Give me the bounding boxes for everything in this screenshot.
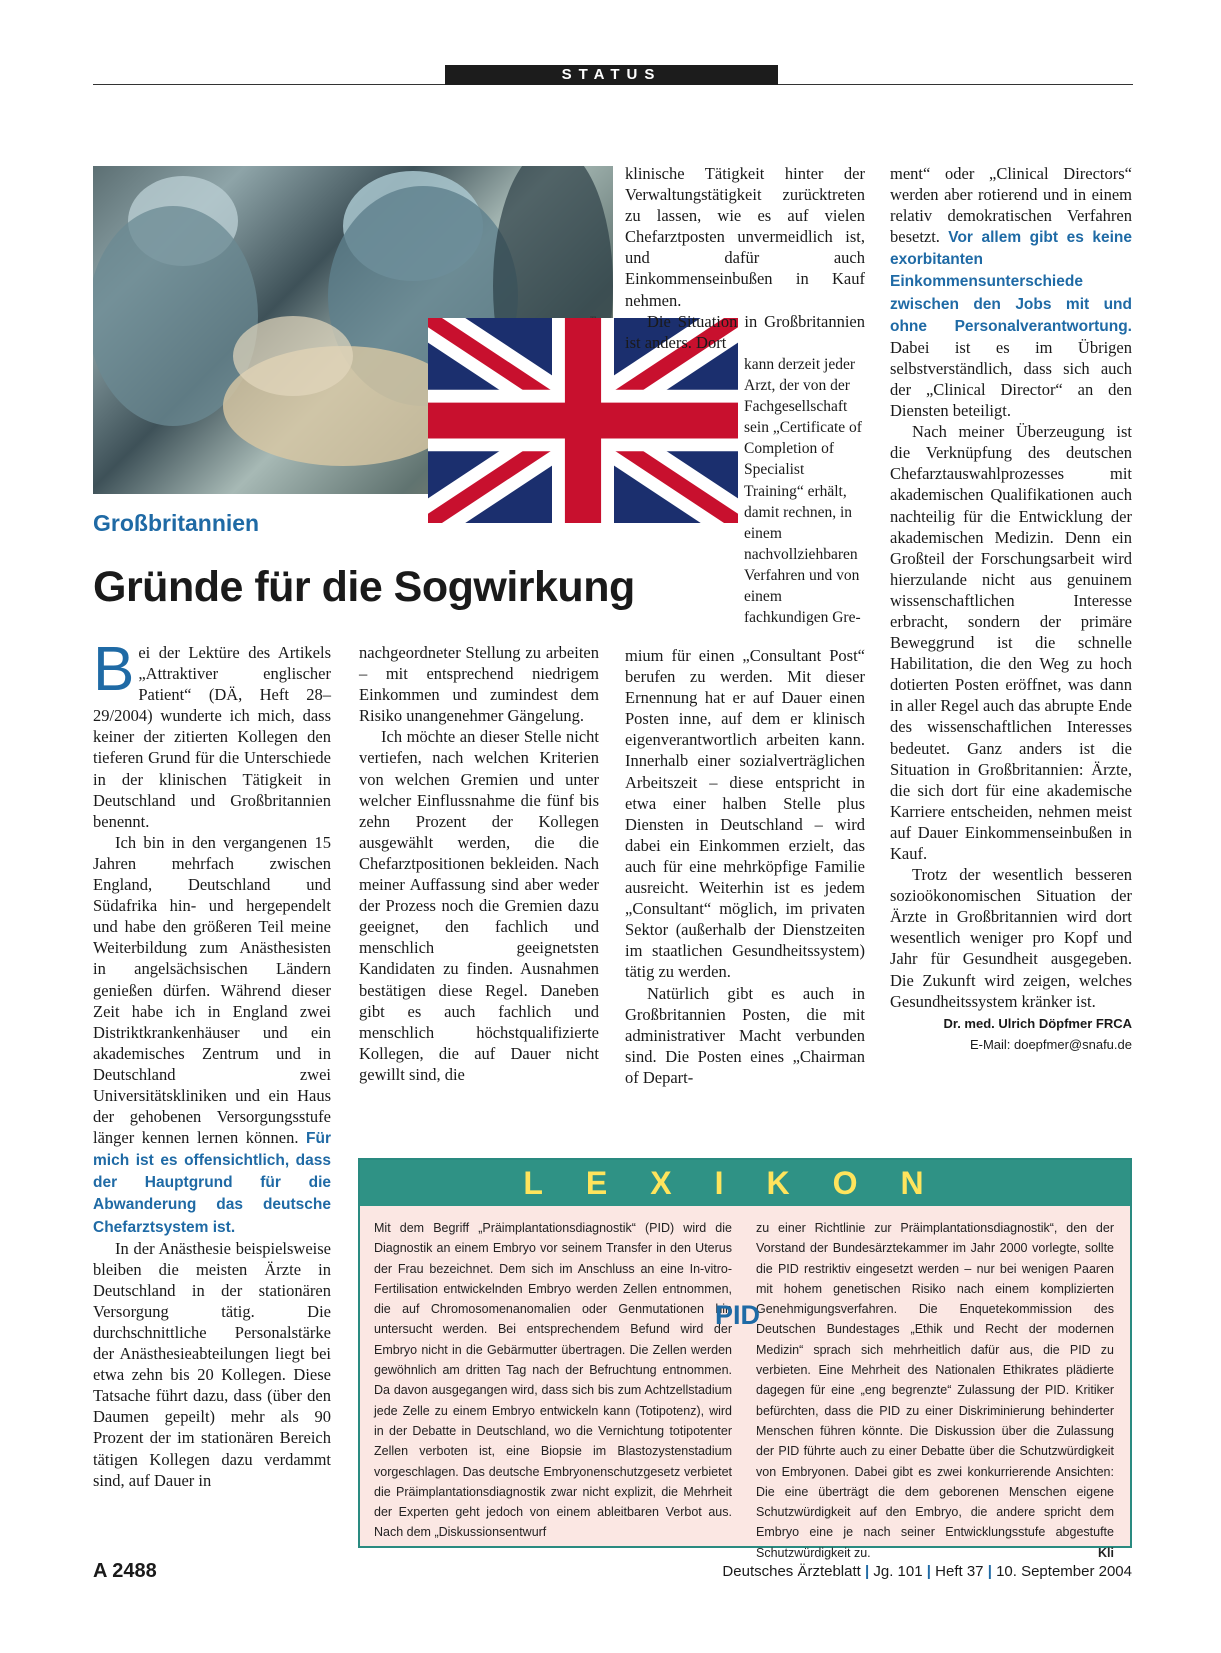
lexikon-left-text: Mit dem Begriff „Präimplantationsdiagnostik“ (PID) wird die Diagnostik an einem Embryo vor seinem Transfer in den Uterus der Frau bezeichnet. Dem sich im Anschluss an eine In-vitro-Fertilisation entwickelnden Embryo werden Zellen entnommen, die auf Chromosomenanomalien oder Genmutationen hin untersucht werden. Bei entsprechendem Befund wird der Embryo nicht in die Gebärmutter übertragen. Die Zellen werden gewöhnlich am dritten Tag nach der Befruchtung entnommen. Da davon ausgegangen wird, dass sich bis zum Achtzellstadium jede Zelle zu einem Embryo entwickeln kann (Totipotenz), wird in der Debatte in Deutschland, wo die Vernichtung totipotenter Zellen verboten ist, eine Biopsie im Blastozystenstadium vorgeschlagen. Das deutsche Embryonenschutzgesetz verbietet die Präimplantationsdiagnostik zwar nicht explizit, die Mehrheit der Experten geht jedoch von einem ableitbaren Verbot aus. Nach dem „Diskussionsentwurf [374, 1221, 732, 1540]
lexikon-right-text: zu einer Richtlinie zur Präimplantationsdiagnostik“, den der Vorstand der Bundesärztekammer im Jahr 2000 vorlegte, sollte die PID restriktiv eingesetzt werden – nur bei wenigen Paaren mit hohem genetischen Risiko nach einem komplizierten Genehmigungsverfahren. Die Enquetekommission des Deutschen Bundestages „Ethik und Recht der modernen Medizin“ sprach sich mehrheitlich dafür aus, die PID zu verbieten. Eine Mehrheit des Nationalen Ethikrates plädierte dagegen für eine „eng begrenzte“ Zulassung der PID. Kritiker befürchten, dass die PID zu einer Diskriminierung behinderter Menschen führen könnte. Die Diskussion über die Zulassung der PID führte auch zu einer Debatte über die Schutzwürdigkeit von Embryonen. Dabei gibt es zwei konkurrierende Ansichten: Die eine überträgt die dem geborenen Menschen eigene Schutzwürdigkeit auf den Embryo, die andere spricht dem Embryo eine je nach seiner Entwicklungsstufe abgestufte Schutzwürdigkeit zu. [756, 1221, 1114, 1560]
lexikon-right-column [756, 1218, 1114, 1563]
paragraph: kann derzeit jeder Arzt, der von der Fachgesellschaft sein „Certificate of Completion of Specialist Training“ erhält, damit rechnen, in einem nachvollziehbaren Verfahren und von einem fachkundigen Gre- [744, 356, 862, 627]
paragraph: Dabei ist es im Übrigen selbstverständlich, dass sich auch der „Clinical Director“ an den Diensten beteiligt. [890, 337, 1132, 421]
drop-cap: B [93, 635, 135, 704]
issue-date: 10. September 2004 [996, 1563, 1132, 1580]
paragraph: nachgeordneter Stellung zu arbeiten – mit entsprechend niedrigem Einkommen und zumindest dem Risiko unangenehmer Gängelung. [359, 643, 599, 726]
highlighted-text: Für mich ist es offensichtlich, dass der Hauptgrund für die Abwanderung das deutsche Chefarztsystem ist. [93, 1130, 331, 1236]
issue: Heft 37 [935, 1563, 984, 1580]
paragraph: ei der Lektüre des Artikels „Attraktiver englischer Patient“ (DÄ, Heft 28–29/2004) wunderte ich mich, dass keiner der zitierten Kollegen den tieferen Grund für die Unterschiede in der klinischen Tätigkeit in Deutschland und Großbritannien benennt. [93, 643, 331, 831]
lexikon-title: LEXIKON [360, 1160, 1130, 1206]
article-headline: Gründe für die Sogwirkung [93, 563, 635, 611]
column-1 [93, 635, 331, 1491]
volume: Jg. 101 [873, 1563, 923, 1580]
page-number: A 2488 [93, 1560, 157, 1582]
highlighted-text: Vor allem gibt es keine exorbitanten Einkommensunterschiede zwischen den Jobs mit und ohne Personalverantwortung. [890, 229, 1132, 335]
paragraph: Natürlich gibt es auch in Großbritannien Posten, die mit administrativer Macht verbunden sind. Die Posten eines „Chairman of Depart- [625, 983, 865, 1087]
column-3-top [625, 163, 865, 353]
lexikon-tag: PID [715, 1300, 761, 1330]
paragraph: In der Anästhesie beispielsweise bleiben die meisten Ärzte in Deutschland in der stationären Versorgung tätig. Die durchschnittliche Personalstärke der Anästhesieabteilungen liegt bei etwa zehn bis 20 Kollegen. Diese Tatsache führt dazu, dass (über den Daumen gepeilt) mehr als 90 Prozent der im stationären Bereich tätigen Kollegen dazu verdammt sind, auf Dauer in [93, 1238, 331, 1490]
column-4 [890, 163, 1132, 1055]
column-2 [359, 642, 599, 1085]
section-label: STATUS [445, 65, 778, 85]
paragraph: klinische Tätigkeit hinter der Verwaltungstätigkeit zurücktreten zu lassen, wie es auf vielen Chefarztposten unvermeidlich ist, und dafür auch Einkommenseinbußen in Kauf nehmen. [625, 164, 865, 310]
column-3-bottom [625, 645, 865, 1088]
author-name: Dr. med. Ulrich Döpfmer FRCA [943, 1015, 1132, 1031]
lexikon-signature: Kli [1098, 1545, 1114, 1560]
author-email: E-Mail: doepfmer@snafu.de [969, 1036, 1132, 1052]
paragraph: Die Situation in Großbritannien ist anders. Dort [625, 311, 865, 352]
paragraph: Ich möchte an dieser Stelle nicht vertiefen, nach welchen Kriterien von welchen Gremien und unter welcher Einflussnahme die fünf bis zehn Prozent der Kollegen ausgewählt werden, die die Chefarztpositionen bekleiden. Nach meiner Auffassung sind aber weder der Prozess noch die Gremien dazu geeignet, den fachlich und menschlich geeignetsten Kandidaten zu finden. Ausnahmen bestätigen diese Regel. Daneben gibt es auch fachlich und menschlich höchstqualifizierte Kollegen, die auf Dauer nicht gewillt sind, die [359, 727, 599, 1084]
footer-citation: Deutsches Ärzteblatt | Jg. 101 | Heft 37 | 10. September 2004 [722, 1563, 1132, 1580]
journal-name: Deutsches Ärzteblatt [722, 1563, 861, 1580]
column-3-narrow [744, 354, 865, 628]
paragraph: ment“ oder „Clinical Directors“ werden aber rotierend und in einem relativ demokratischen Verfahren besetzt. [890, 164, 1132, 247]
paragraph: mium für einen „Consultant Post“ berufen zu werden. Mit dieser Ernennung hat er auf Dauer einen Posten inne, auf dem er klinisch eigenverantwortlich arbeiten kann. Innerhalb einer sozialverträglichen Arbeitszeit – diese entspricht in etwa einer halben Stelle plus Diensten in Deutschland – wird dabei ein Einkommen erzielt, das auch für eine mehrköpfige Familie ausreicht. Weiterhin ist es jedem „Consultant“ möglich, im privaten Sektor (außerhalb der Dienstzeiten im staatlichen Gesundheitssystem) tätig zu werden. [625, 646, 865, 982]
lexikon-box [358, 1158, 1132, 1560]
article-kicker: Großbritannien [93, 510, 260, 536]
paragraph: Ich bin in den vergangenen 15 Jahren mehrfach zwischen England, Deutschland und Südafrika hin- und hergependelt und habe den größeren Teil meine Weiterbildung zum Anästhesisten in angelsächsischen Ländern genießen dürfen. Während dieser Zeit habe ich in England zwei Distriktkrankenhäuser und ein akademisches Zentrum und in Deutschland zwei Universitätskliniken und ein Haus der gehobenen Versorgungsstufe länger kennen lernen können. [93, 832, 331, 1148]
paragraph: Nach meiner Überzeugung ist die Verknüpfung des deutschen Chefarztauswahlprozesses mit akademischen Qualifikationen auch nachteilig für die Entwicklung der akademischen Medizin. Denn ein Großteil der Forschungsarbeit wird hierzulande nicht aus genuinem wissenschaftlichen Interesse erbracht, sondern der primäre Beweggrund ist die schnelle Habilitation, die den Weg zu hoch dotierten Posten eröffnet, was dann in aller Regel auch das abrupte Ende des wissenschaftlichen Interesses bedeutet. Ganz anders ist die Situation in Großbritannien: Ärzte, die sich dort für eine akademische Karriere entscheiden, nehmen meist auf Dauer Einkommenseinbußen in Kauf. [890, 422, 1132, 863]
paragraph: Trotz der wesentlich besseren sozioökonomischen Situation der Ärzte in Großbritannien wird dort wesentlich weniger pro Kopf und Jahr für Gesundheit ausgegeben. Die Zukunft wird zeigen, welches Gesundheitssystem kränker ist. [890, 865, 1132, 1011]
